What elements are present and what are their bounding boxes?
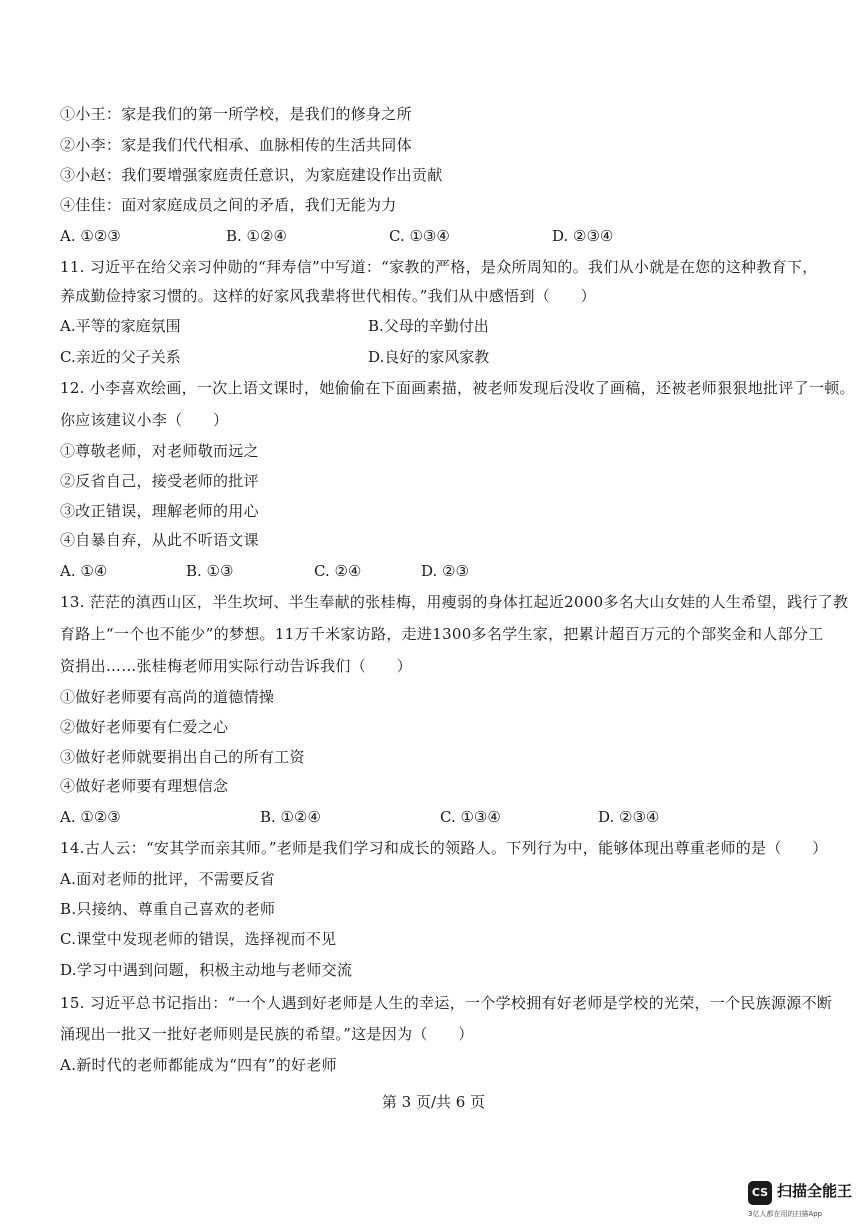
q12-item-2: ②反省自己，接受老师的批评	[60, 472, 259, 490]
q12-stem-line-2: 你应该建议小李（ ）	[60, 411, 229, 429]
watermark-subtitle: 3亿人都在用的扫描App	[748, 1210, 823, 1218]
scanner-watermark	[748, 1177, 858, 1221]
q13-item-4: ④做好老师要有理想信念	[60, 777, 229, 795]
q11-option-d: D.良好的家风家教	[368, 348, 490, 366]
statement-4: ④佳佳：面对家庭成员之间的矛盾，我们无能为力	[60, 196, 397, 214]
q14-option-b: B.只接纳、尊重自己喜欢的老师	[60, 900, 276, 918]
q13-option-a: A. ①②③	[60, 808, 121, 826]
q15-stem-line-2: 涌现出一批又一批好老师则是民族的希望。”这是因为（ ）	[60, 1025, 474, 1043]
q14-option-c: C.课堂中发现老师的错误，选择视而不见	[60, 930, 337, 948]
statement-2: ②小李：家是我们代代相承、血脉相传的生活共同体	[60, 136, 412, 154]
q10-option-a: A. ①②③	[60, 227, 121, 245]
q11-option-a: A.平等的家庭氛围	[60, 317, 181, 335]
q13-option-c: C. ①③④	[440, 808, 501, 826]
q13-stem-line-2: 育路上“一个也不能少”的梦想。11万千米家访路，走进1300多名学生家，把累计超百万元的个部奖金和人部分工	[60, 625, 824, 643]
page-number: 第 3 页/共 6 页	[381, 1093, 486, 1111]
q12-option-d: D. ②③	[421, 562, 469, 580]
camscanner-logo-icon: CS	[748, 1181, 772, 1205]
q12-item-1: ①尊敬老师，对老师敬而远之	[60, 442, 259, 460]
q13-item-3: ③做好老师就要捐出自己的所有工资	[60, 748, 305, 766]
q12-option-c: C. ②④	[314, 562, 362, 580]
q14-stem: 14.古人云：“安其学而亲其师。”老师是我们学习和成长的领路人。下列行为中，能够体现出尊重老师的是（ ）	[60, 839, 828, 857]
q12-option-b: B. ①③	[186, 562, 234, 580]
q13-stem-line-3: 资捐出……张桂梅老师用实际行动告诉我们（ ）	[60, 657, 412, 675]
q10-option-b: B. ①②④	[226, 227, 287, 245]
watermark-title: 扫描全能王	[777, 1182, 853, 1200]
q12-stem-line-1: 12. 小李喜欢绘画，一次上语文课时，她偷偷在下面画素描，被老师发现后没收了画稿，还被老师狠狠地批评了一顿。	[60, 379, 855, 397]
q14-option-a: A.面对老师的批评，不需要反省	[60, 870, 276, 888]
q15-stem-line-1: 15. 习近平总书记指出：“一个人遇到好老师是人生的幸运，一个学校拥有好老师是学校的光荣，一个民族源源不断	[60, 994, 833, 1012]
q15-option-a: A.新时代的老师都能成为“四有”的好老师	[60, 1056, 337, 1074]
q14-option-d: D.学习中遇到问题，积极主动地与老师交流	[60, 961, 353, 979]
q11-option-c: C.亲近的父子关系	[60, 348, 181, 366]
q10-option-d: D. ②③④	[552, 227, 614, 245]
q11-stem-line-1: 11. 习近平在给父亲习仲勋的“拜寿信”中写道：“家教的严格，是众所周知的。我们从小就是在您的这种教育下，	[60, 258, 818, 276]
q13-option-d: D. ②③④	[598, 808, 660, 826]
q12-item-3: ③改正错误，理解老师的用心	[60, 502, 259, 520]
q10-option-c: C. ①③④	[389, 227, 450, 245]
q12-option-a: A. ①④	[60, 562, 108, 580]
q13-item-2: ②做好老师要有仁爱之心	[60, 718, 229, 736]
statement-3: ③小赵：我们要增强家庭责任意识，为家庭建设作出贡献	[60, 166, 443, 184]
q12-item-4: ④自暴自弃，从此不听语文课	[60, 531, 259, 549]
q13-stem-line-1: 13. 茫茫的滇西山区，半生坎坷、半生奉献的张桂梅，用瘦弱的身体扛起近2000多名大山女娃的人生希望，践行了教	[60, 593, 849, 611]
statement-1: ①小王：家是我们的第一所学校，是我们的修身之所	[60, 105, 412, 123]
q13-item-1: ①做好老师要有高尚的道德情操	[60, 688, 275, 706]
q11-stem-line-2: 养成勤俭持家习惯的。这样的好家风我辈将世代相传。”我们从中感悟到（ ）	[60, 287, 596, 305]
q11-option-b: B.父母的辛勤付出	[368, 317, 489, 335]
q13-option-b: B. ①②④	[260, 808, 321, 826]
